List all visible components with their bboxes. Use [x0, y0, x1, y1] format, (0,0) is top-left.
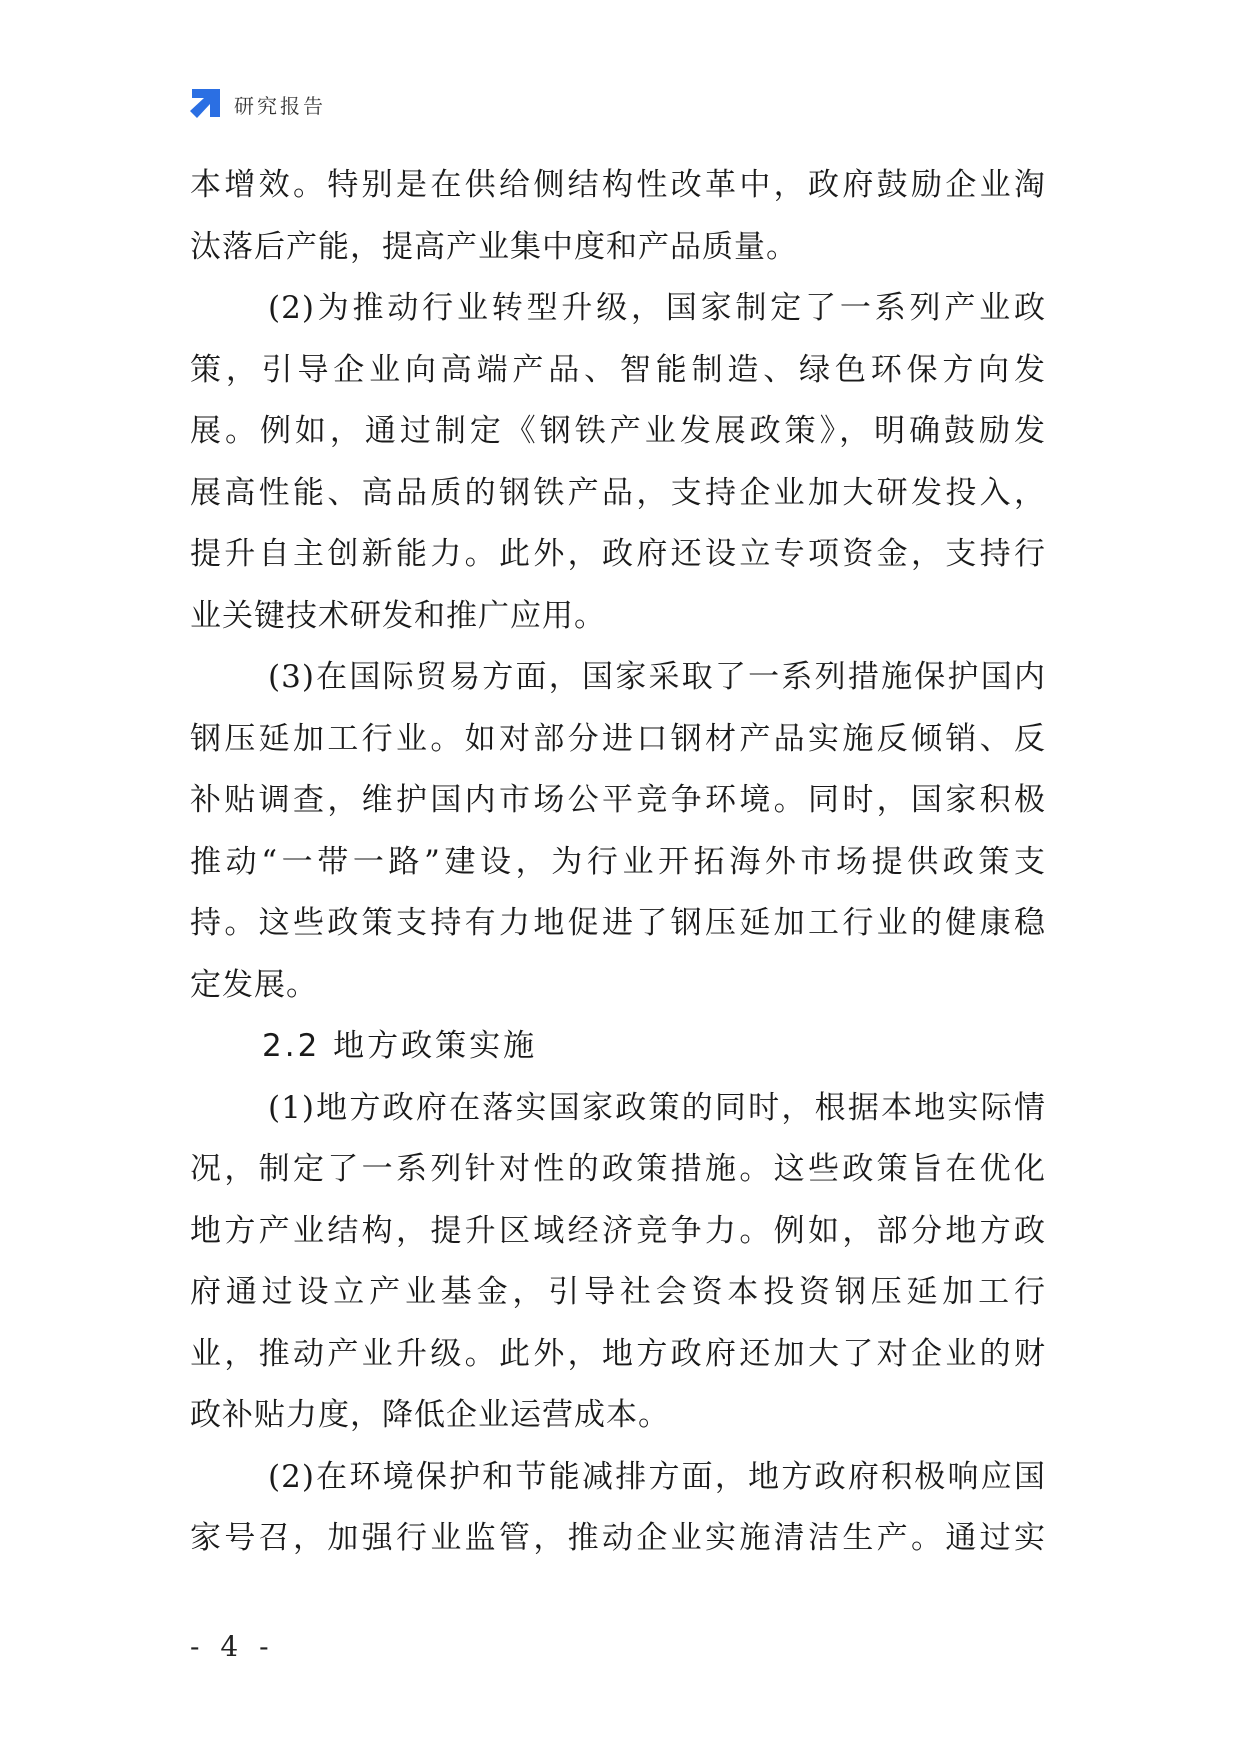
text-line: 家号召，加强行业监管，推动企业实施清洁生产。通过实	[190, 1520, 1046, 1556]
header-title: 研究报告	[234, 93, 326, 118]
text-line: 展。例如，通过制定《钢铁产业发展政策》，明确鼓励发	[190, 413, 1046, 449]
text-line: (3)在国际贸易方面，国家采取了一系列措施保护国内	[268, 659, 1046, 695]
text-line: 况，制定了一系列针对性的政策措施。这些政策旨在优化	[190, 1151, 1046, 1187]
text-line: 政补贴力度，降低企业运营成本。	[190, 1397, 670, 1433]
text-line: 业，推动产业升级。此外，地方政府还加大了对企业的财	[190, 1335, 1046, 1372]
text-line: 本增效。特别是在供给侧结构性改革中，政府鼓励企业淘	[190, 167, 1046, 203]
document-body	[190, 155, 1046, 1570]
text-line: 推动“一带一路”建设，为行业开拓海外市场提供政策支	[190, 843, 1046, 880]
text-line: (1)地方政府在落实国家政策的同时，根据本地实际情	[268, 1089, 1046, 1126]
text-line: 钢压延加工行业。如对部分进口钢材产品实施反倾销、反	[190, 720, 1046, 757]
blue-arrow-up-right-icon	[188, 87, 222, 121]
text-line: 府通过设立产业基金，引导社会资本投资钢压延加工行	[190, 1274, 1046, 1310]
text-line: (2)为推动行业转型升级，国家制定了一系列产业政	[268, 290, 1046, 326]
text-line: 提升自主创新能力。此外，政府还设立专项资金，支持行	[190, 536, 1046, 572]
text-line: 策，引导企业向高端产品、智能制造、绿色环保方向发	[190, 351, 1046, 388]
text-line: 展高性能、高品质的钢铁产品，支持企业加大研发投入，	[190, 474, 1046, 511]
text-line: 持。这些政策支持有力地促进了钢压延加工行业的健康稳	[190, 905, 1046, 941]
text-line: 汰落后产能，提高产业集中度和产品质量。	[190, 228, 798, 265]
page-number: - 4 -	[190, 1630, 275, 1663]
text-line: 定发展。	[190, 966, 318, 1003]
text-line: 补贴调查，维护国内市场公平竞争环境。同时，国家积极	[190, 782, 1046, 818]
text-line: 业关键技术研发和推广应用。	[190, 597, 606, 634]
section-heading: 2.2 地方政策实施	[262, 1028, 538, 1064]
report-header	[188, 86, 326, 122]
text-line: 地方产业结构，提升区域经济竞争力。例如，部分地方政	[190, 1212, 1046, 1249]
text-line: (2)在环境保护和节能减排方面，地方政府积极响应国	[268, 1458, 1046, 1495]
